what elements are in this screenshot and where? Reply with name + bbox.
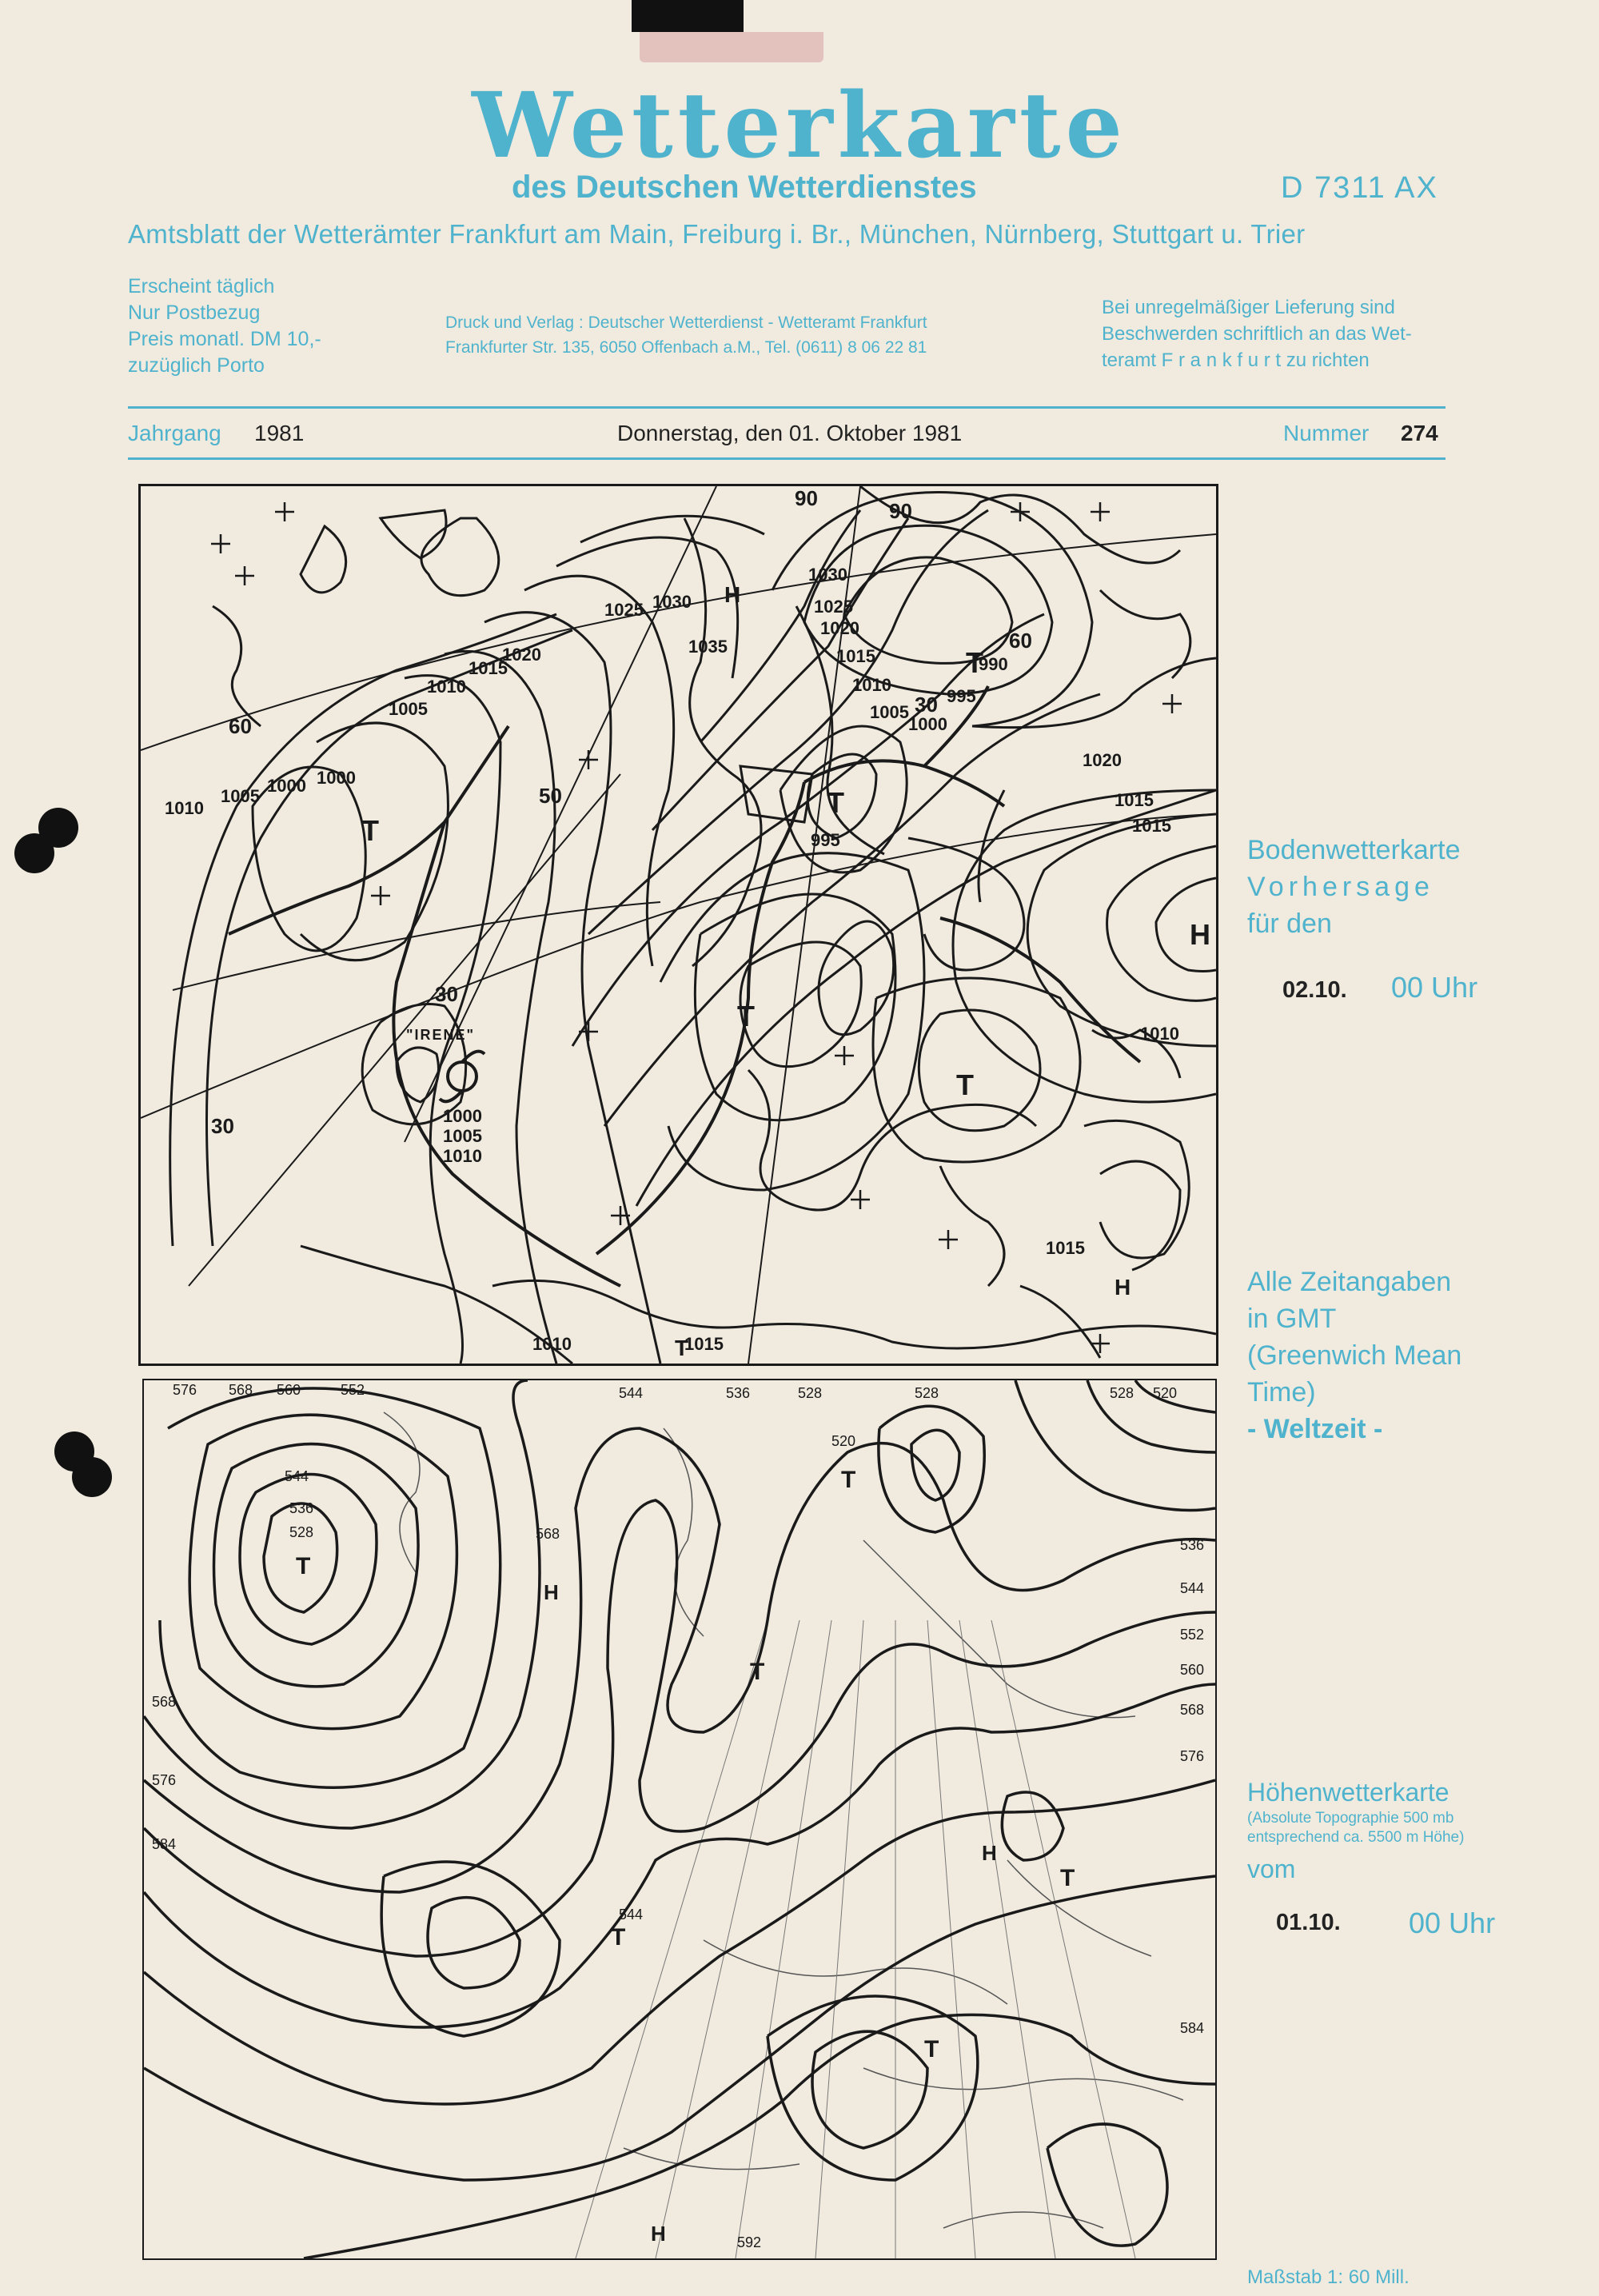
contour-label: 520 [831,1433,856,1449]
isobar [1100,1161,1180,1270]
contour-label: 552 [1180,1627,1205,1643]
contour-label: 528 [798,1385,823,1401]
isobar [740,942,861,1067]
contour-label: 568 [152,1694,177,1710]
page-subtitle: des Deutschen Wetterdienstes [512,170,977,205]
punch-hole [38,808,78,848]
contour-label: 528 [289,1524,314,1540]
time-note-line: Alle Zeitangaben [1247,1267,1452,1297]
coastline [492,1280,1216,1348]
upper-map-note: (Absolute Topographie 500 mb [1247,1810,1454,1827]
storm-name-label: "IRENE" [406,1027,476,1043]
contour-label: 528 [1110,1385,1134,1401]
upper-low-symbol: T [924,2036,939,2062]
contour-label: 568 [229,1382,253,1398]
upper-valid-time: 00 Uhr [1409,1907,1496,1939]
subscription-line: Preis monatl. DM 10,- [128,328,321,350]
latitude-label: 30 [915,693,938,717]
isobar-label: 1015 [684,1334,724,1354]
contour-label: 568 [536,1526,560,1542]
coastline [213,606,261,726]
latitude-label: 90 [889,499,912,523]
upper-map-from: vom [1247,1855,1296,1883]
high-pressure-symbol: H [724,582,741,607]
time-note-line: in GMT [1247,1304,1337,1334]
isobar-label: 1025 [604,600,644,620]
subscription-line: Erscheint täglich [128,275,275,297]
isobar [397,1048,439,1102]
upper-low-symbol: T [296,1553,311,1579]
surface-weather-map [138,484,1218,1366]
isobar-label: 1005 [443,1126,482,1146]
publication-code: D 7311 AX [1281,171,1438,205]
isobar-label: 1005 [870,702,909,722]
contour-label: 552 [341,1382,365,1398]
publisher-line: Frankfurter Str. 135, 6050 Offenbach a.M., Tel. (0611) 8 06 22 81 [445,338,927,357]
hurricane-symbol [448,1062,477,1091]
contour-label: 576 [1180,1748,1205,1764]
coastline [940,1166,1004,1286]
isobar-label: 1005 [221,786,260,806]
upper-map-title: Höhenwetterkarte [1247,1778,1449,1807]
height-contour [144,1684,1215,2027]
upper-map-note: entsprechend ca. 5500 m Höhe) [1247,1829,1465,1846]
isobar-label: 1030 [808,565,847,585]
grid-crosses [211,502,1182,1353]
isobar-label: 1020 [820,618,859,638]
upper-high-symbol: H [651,2222,666,2246]
height-contour [428,1898,520,1988]
coastline [1020,1286,1100,1358]
isobar-label: 1000 [267,776,306,796]
front-line [596,782,804,1254]
low-pressure-symbol: T [827,786,844,819]
low-pressure-symbol: T [737,1000,755,1032]
latitude-label: 60 [229,714,252,738]
upper-air-map [142,1379,1217,2260]
isobar [636,790,1216,1206]
nummer-value: 274 [1401,421,1438,445]
height-contour [144,1780,1215,2104]
latitude-label: 30 [211,1114,234,1138]
isobar-label: 1010 [427,677,466,697]
publisher-line: Druck und Verlag : Deutscher Wetterdienst - Wetteramt Frankfurt [445,313,927,332]
isobar-label: 1005 [389,699,428,719]
isobar [652,518,908,830]
contour-label: 520 [1153,1385,1178,1401]
surface-valid-date: 02.10. [1282,977,1347,1003]
isobar [873,978,1080,1162]
isobar-label: 1020 [1083,750,1122,770]
amtsblatt-line: Amtsblatt der Wetterämter Frankfurt am Main, Freiburg i. Br., München, Nürnberg, Stuttgart u. Trier [128,219,1306,249]
low-pressure-symbol: T [966,646,983,679]
isobar-label: 1015 [1046,1238,1085,1258]
map-scale: Maßstab 1: 60 Mill. [1247,2266,1410,2288]
header-rule-top [128,406,1445,409]
isobar-label: 1000 [908,714,947,734]
upper-low-symbol: T [611,1924,626,1951]
low-pressure-symbol: T [956,1068,974,1101]
contour-label: 536 [289,1500,314,1516]
subscription-line: zuzüglich Porto [128,354,265,377]
isobar-label: 1025 [814,597,853,617]
time-note-line: (Greenwich Mean [1247,1340,1462,1371]
coastline [979,790,1004,902]
coastline [684,518,761,966]
paper-tab-shadow [640,32,823,62]
isobar-label: 1015 [1132,816,1171,836]
upper-high-symbol: H [982,1841,997,1865]
height-contour [812,2031,927,2148]
time-note-line: - Weltzeit - [1247,1414,1383,1444]
isobar-label: 1000 [317,768,356,788]
isobar [953,790,1216,1102]
isobar-label: 1015 [1115,790,1154,810]
isobar [484,613,660,1364]
complaint-line: Beschwerden schriftlich an das Wet- [1102,323,1412,345]
coastline [421,518,499,596]
isobar-label: 1010 [165,798,204,818]
isobar-label: 1035 [688,637,728,657]
height-contour [214,1444,419,1687]
punch-hole [72,1457,112,1497]
height-contour [1087,1380,1215,1452]
coastline [1100,590,1190,678]
isobar [1027,814,1216,1046]
isobar-label: 1030 [652,592,692,612]
upper-low-symbol: T [841,1467,856,1493]
upper-low-symbol: T [750,1659,765,1685]
front-line [393,822,620,1286]
publisher-info [445,310,927,360]
latitude-label: 60 [1009,629,1032,653]
contour-label: 592 [737,2234,762,2250]
height-contour [144,1428,1215,1892]
height-contour [879,1406,984,1532]
subscription-info [128,274,321,379]
contour-label: 568 [1180,1702,1205,1718]
contour-label: 560 [1180,1662,1205,1678]
isobar [604,694,1100,1126]
nummer-label: Nummer [1283,421,1370,445]
contour-label: 584 [152,1836,177,1852]
isobar-label: 1010 [1140,1024,1179,1044]
isobar-label: 995 [811,830,840,850]
high-pressure-symbol: H [1115,1275,1131,1300]
surface-map-forecast: Vorhersage [1247,872,1434,902]
coastline [860,486,1180,563]
isobar-label: 995 [947,686,976,706]
time-note-line: Time) [1247,1377,1316,1408]
contour-label: 576 [152,1772,177,1788]
contour-label: 536 [1180,1537,1205,1553]
isobar-label: 1010 [852,675,891,695]
contour-label: 544 [619,1907,644,1923]
page-title: Wetterkarte [472,74,1127,178]
header-rule-bottom [128,457,1445,460]
complaint-line: Bei unregelmäßiger Lieferung sind [1102,297,1395,318]
isobar-label: 1020 [502,645,541,665]
low-pressure-symbol: T [361,814,379,847]
coastline [1084,1120,1189,1258]
upper-low-symbol: T [1060,1865,1075,1891]
low-pressure-symbol: T [675,1336,689,1360]
contour-label: 584 [1180,2020,1205,2036]
paper-tab [632,0,744,32]
issue-date: Donnerstag, den 01. Oktober 1981 [617,421,963,445]
height-contour [911,1430,959,1500]
coastline [908,838,1024,970]
latitude-label: 30 [435,982,458,1006]
contour-label: 544 [1180,1580,1205,1596]
isobar-label: 1015 [469,658,508,678]
contour-label: 560 [277,1382,301,1398]
isobar-label: 990 [979,654,1008,674]
contour-label: 544 [619,1385,644,1401]
coastline [301,526,346,593]
latitude-label: 50 [539,784,562,808]
high-pressure-symbol: H [1190,918,1210,951]
surface-map-for-the: für den [1247,908,1332,939]
isobar-label: 1015 [836,646,875,666]
latitude-label: 90 [795,486,818,510]
isobar-label: 1010 [443,1146,482,1166]
isobar-label: 1000 [443,1106,482,1126]
height-contour [1047,2124,1167,2246]
jahrgang-value: 1981 [254,421,305,445]
complaint-info [1102,294,1412,373]
surface-valid-time: 00 Uhr [1391,971,1478,1004]
coastline [748,1070,1036,1210]
upper-valid-date: 01.10. [1276,1910,1341,1935]
surface-map-drawing [141,486,1216,1364]
jahrgang-label: Jahrgang [128,421,221,445]
complaint-line: teramt F r a n k f u r t zu richten [1102,349,1370,371]
upper-high-symbol: H [544,1580,559,1604]
contour-label: 576 [173,1382,197,1398]
contour-label: 528 [915,1385,939,1401]
contour-label: 544 [285,1468,309,1484]
contour-label: 536 [726,1385,751,1401]
latitude-line [141,814,1216,1118]
isobar-label: 1010 [532,1334,572,1354]
surface-map-title: Bodenwetterkarte [1247,835,1461,865]
subscription-line: Nur Postbezug [128,301,261,324]
